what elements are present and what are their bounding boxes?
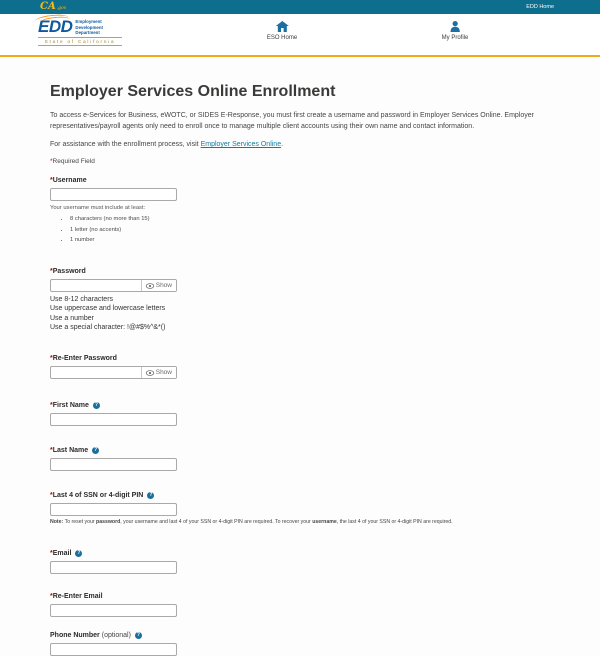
username-label-text: Username xyxy=(52,177,87,184)
ssn-pin-required-asterisk: * xyxy=(50,492,53,500)
home-icon xyxy=(276,21,289,32)
email-required-asterisk: * xyxy=(50,550,53,558)
person-icon xyxy=(449,21,460,32)
email-label xyxy=(50,550,555,557)
first-name-label-text: First Name xyxy=(52,402,89,410)
reenter-email-required-asterisk: * xyxy=(50,593,53,601)
phone-help-icon[interactable] xyxy=(135,632,142,639)
ssn-pin-label xyxy=(50,492,555,499)
username-requirement-item: • 1 number xyxy=(70,237,555,243)
reenter-password-input[interactable] xyxy=(51,367,141,378)
last-name-help-icon[interactable] xyxy=(92,447,99,454)
reenter-email-label-text: Re-Enter Email xyxy=(52,593,103,601)
reenter-password-required-asterisk: * xyxy=(50,355,53,363)
ssn-pin-label-text: Last 4 of SSN or 4-digit PIN xyxy=(52,492,144,500)
last-name-group xyxy=(50,447,555,471)
nav-my-profile-label: My Profile xyxy=(441,35,469,41)
nav-eso-home[interactable] xyxy=(267,21,297,41)
main-content xyxy=(0,57,600,656)
edd-logo-line3: Department xyxy=(75,30,100,35)
username-requirement-item: • 1 letter (no accents) xyxy=(70,227,555,233)
intro-paragraph: To access e-Services for Business, eWOTC, or SIDES E-Response, you must first create a username and password in Employer Services Online. Employer representatives/payroll agents only need to enroll once to manage multiple client accounts using their own name and contact information. xyxy=(50,112,534,130)
nav-eso-home-label: ESO Home xyxy=(266,35,298,41)
last-name-label-text: Last Name xyxy=(52,447,89,455)
page-title: Employer Services Online Enrollment xyxy=(50,83,336,100)
username-group xyxy=(50,177,555,243)
first-name-label xyxy=(50,402,555,409)
password-show-label: Show xyxy=(155,282,172,289)
phone-label-text: Phone Number xyxy=(50,632,100,640)
reenter-email-input[interactable] xyxy=(50,604,177,617)
note-text: To reset your xyxy=(63,519,97,526)
ca-gov-logo-gov: .gov xyxy=(56,6,67,11)
reenter-password-label xyxy=(50,355,555,362)
first-name-input[interactable] xyxy=(50,413,177,426)
password-required-asterisk: * xyxy=(50,268,53,275)
site-header xyxy=(0,14,600,55)
eye-icon xyxy=(146,370,154,376)
phone-label xyxy=(50,632,555,639)
last-name-label xyxy=(50,447,555,454)
top-utility-bar xyxy=(0,0,600,14)
email-group xyxy=(50,550,555,574)
eye-icon xyxy=(146,283,154,289)
edd-logo[interactable] xyxy=(38,18,122,46)
first-name-help-icon[interactable] xyxy=(93,402,100,409)
password-hint: Use a special character: !@#$%^&*() xyxy=(50,323,166,331)
edd-logo-department-text xyxy=(75,19,103,36)
required-label: Required Field xyxy=(52,158,95,165)
first-name-group xyxy=(50,402,555,426)
last-name-required-asterisk: * xyxy=(50,447,53,455)
password-hint: Use uppercase and lowercase letters xyxy=(50,305,166,313)
reenter-email-group xyxy=(50,593,555,617)
edd-logo-wordmark: EDD xyxy=(38,17,73,36)
assistance-suffix: . xyxy=(281,141,284,148)
ca-gov-logo-ca: CA xyxy=(40,1,56,12)
password-hint: Use 8-12 characters xyxy=(50,296,114,303)
employer-services-online-link[interactable]: Employer Services Online xyxy=(200,141,282,148)
password-group xyxy=(50,268,555,332)
last-name-input[interactable] xyxy=(50,458,177,471)
required-field-note xyxy=(50,158,555,165)
username-hint-title: Your username must include at least: xyxy=(50,205,146,211)
assistance-line xyxy=(50,141,555,148)
ssn-pin-help-icon[interactable] xyxy=(147,492,154,499)
note-bold: username xyxy=(312,519,337,526)
password-input[interactable] xyxy=(51,280,141,291)
ssn-pin-note xyxy=(50,519,555,525)
password-hint: Use a number xyxy=(50,314,94,322)
edd-logo-line1: Employment xyxy=(75,19,102,24)
edd-logo-tagline: State of California xyxy=(38,37,122,46)
password-label xyxy=(50,268,555,275)
password-show-button[interactable] xyxy=(141,280,176,291)
email-input[interactable] xyxy=(50,561,177,574)
phone-optional-text: (optional) xyxy=(99,632,131,640)
username-input[interactable] xyxy=(50,188,177,201)
reenter-password-label-text: Re-Enter Password xyxy=(52,355,117,363)
required-asterisk: * xyxy=(50,158,53,165)
ca-gov-logo[interactable] xyxy=(40,2,66,12)
username-requirement-item: • 8 characters (no more than 15) xyxy=(70,216,555,222)
ssn-pin-input[interactable] xyxy=(50,503,177,516)
username-required-asterisk: * xyxy=(50,177,53,184)
reenter-password-show-label: Show xyxy=(155,369,172,377)
first-name-required-asterisk: * xyxy=(50,402,53,410)
phone-group xyxy=(50,632,555,656)
note-text: , the last 4 of your SSN or 4-digit PIN are required. xyxy=(336,519,453,526)
reenter-password-show-button[interactable] xyxy=(141,367,176,378)
password-field-wrap xyxy=(50,279,177,292)
reenter-email-label xyxy=(50,593,555,600)
email-label-text: Email xyxy=(52,550,72,558)
password-hints xyxy=(50,295,555,332)
email-help-icon[interactable] xyxy=(75,550,82,557)
reenter-password-group xyxy=(50,355,555,379)
username-requirements-list xyxy=(70,216,555,243)
ssn-pin-group xyxy=(50,492,555,525)
edd-logo-line2: Development xyxy=(75,24,103,30)
nav-my-profile[interactable] xyxy=(442,21,469,41)
assistance-prefix: For assistance with the enrollment process, visit xyxy=(50,141,201,148)
username-label xyxy=(50,177,555,184)
password-label-text: Password xyxy=(52,268,86,275)
note-bold: password xyxy=(96,519,121,526)
note-text: , your username and last 4 of your SSN or 4-digit PIN are required. To recover your xyxy=(120,519,313,526)
edd-home-link[interactable]: EDD Home xyxy=(526,4,554,10)
reenter-password-field-wrap xyxy=(50,366,177,379)
note-bold: Note: xyxy=(50,519,64,526)
phone-input[interactable] xyxy=(50,643,177,656)
